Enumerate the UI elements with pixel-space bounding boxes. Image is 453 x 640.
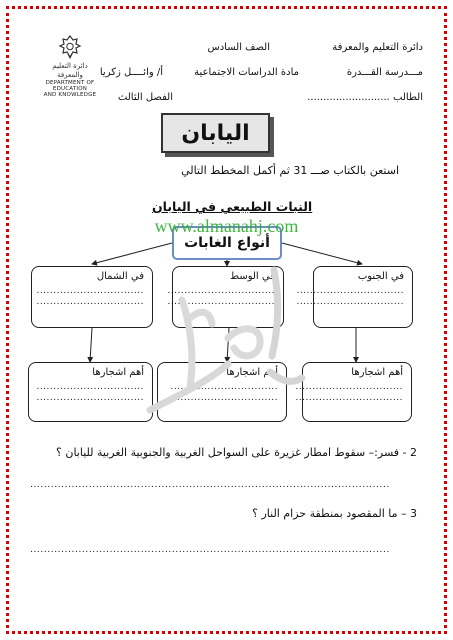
region-label: في الوسط — [229, 271, 275, 282]
region-label: في الشمال — [96, 271, 144, 282]
instruction-text: استعن بالكتاب صـــ 31 ثم أكمل المخطط التالي — [181, 164, 399, 177]
header-dept: دائرة التعليم والمعرفة — [332, 42, 423, 53]
header-subject: مادة الدراسات الاجتماعية — [194, 67, 299, 78]
diagram-central-node: أنواع الغابات — [172, 226, 282, 260]
header-school: مـــدرسة القـــدرة — [346, 67, 423, 78]
question-2-answer-line[interactable]: ........................................................................................................ — [30, 480, 390, 490]
logo-english-line1: DEPARTMENT OF EDUCATION — [45, 80, 95, 92]
header-term: الفصل الثالث — [117, 92, 173, 103]
answer-line[interactable]: ................................ — [167, 297, 275, 307]
answer-line[interactable]: ................................ — [36, 393, 144, 403]
question-3-answer-line[interactable]: ........................................................................................................ — [30, 545, 390, 555]
answer-line[interactable]: ................................ — [170, 382, 278, 392]
answer-line[interactable]: ................................ — [167, 286, 275, 296]
header-grade: الصف السادس — [207, 42, 270, 53]
answer-line[interactable]: ................................ — [295, 393, 403, 403]
answer-line[interactable]: ................................ — [36, 297, 144, 307]
trees-label: أهم اشجارها — [351, 367, 403, 378]
question-2: 2 - فسر:– سقوط امطار غزيرة على السواحل الغربية والجنوبية الغربية لليابان ؟ — [56, 446, 417, 459]
answer-line[interactable]: ................................ — [296, 286, 404, 296]
region-box-south — [296, 266, 413, 328]
region-box-north — [31, 266, 153, 328]
trees-box-south — [295, 362, 412, 422]
header-teacher: أ/ وائــــل زكريا — [99, 67, 163, 78]
answer-line[interactable]: ................................ — [36, 382, 144, 392]
trees-label: أهم اشجارها — [92, 367, 144, 378]
watermark-url: www.almanahj.com — [154, 216, 299, 236]
answer-line[interactable]: ................................ — [295, 382, 403, 392]
trees-label: أهم اشجارها — [226, 367, 278, 378]
trees-box-north — [28, 362, 153, 422]
region-box-center — [167, 266, 284, 328]
header-student: الطالب .......................... — [307, 92, 423, 103]
answer-line[interactable]: ................................ — [170, 393, 278, 403]
answer-line[interactable]: ................................ — [36, 286, 144, 296]
region-label: في الجنوب — [357, 271, 404, 282]
logo-english-line2: AND KNOWLEDGE — [43, 92, 97, 98]
logo-arabic-text: دائرة التعليم والمعرفة — [52, 62, 88, 79]
trees-box-center — [157, 362, 287, 422]
question-3: 3 – ما المقصود بمنطقة حزام النار ؟ — [252, 507, 417, 520]
answer-line[interactable]: ................................ — [296, 297, 404, 307]
diagram-subtitle: النبات الطبيعي في اليابان — [152, 199, 313, 214]
page-title: اليابان — [161, 113, 270, 153]
